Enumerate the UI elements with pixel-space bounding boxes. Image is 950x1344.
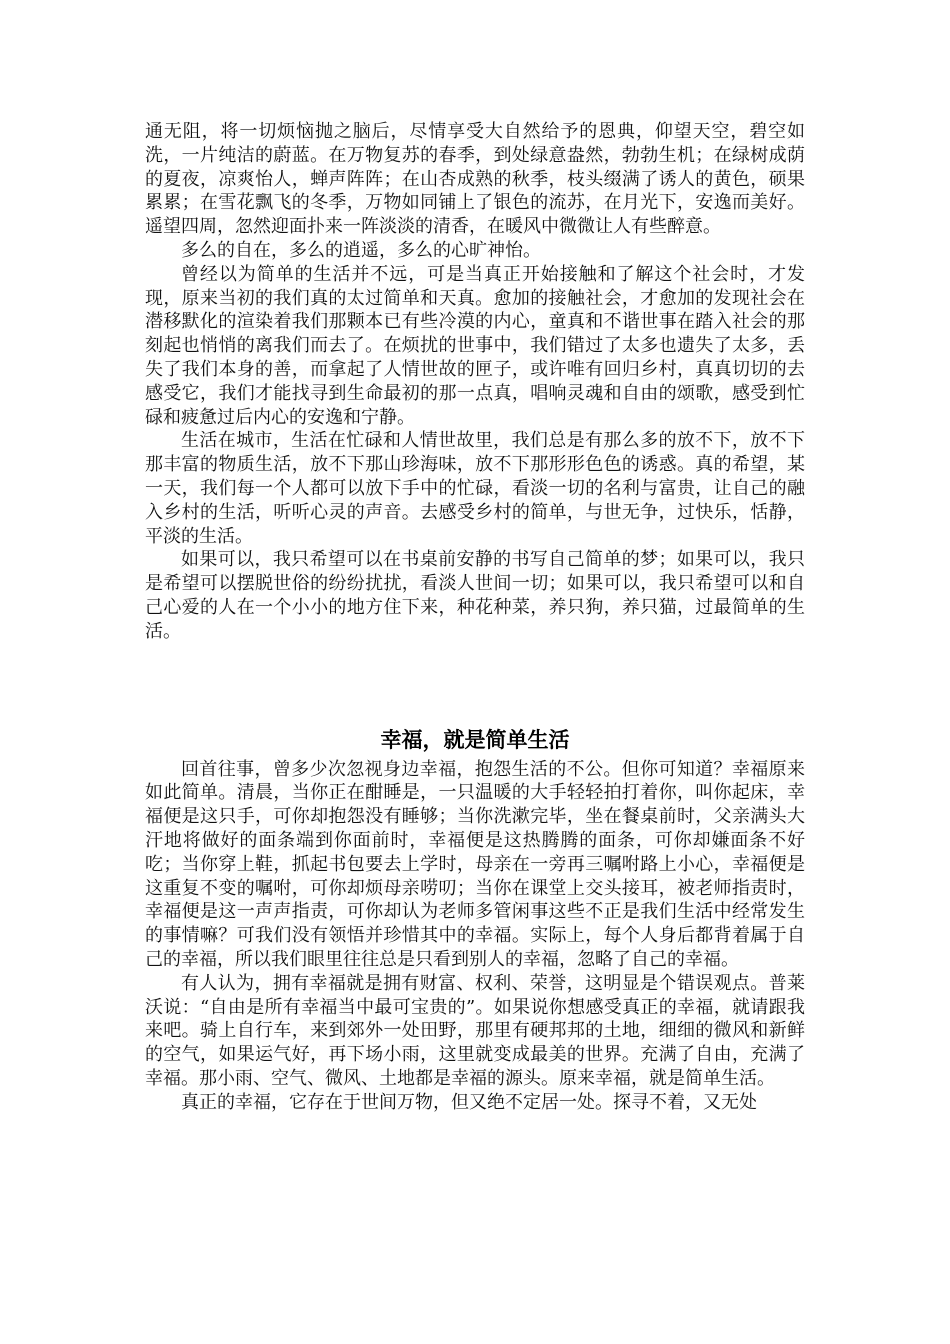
paragraph: 有人认为，拥有幸福就是拥有财富、权利、荣誉，这明显是个错误观点。普莱沃说：“自由是所有幸福当中最可宝贵的”。如果说你想感受真正的幸福，就请跟我来吧。骑上自行车，来到郊外一处田野，那里有硬邦邦的土地，细细的微风和新鲜的空气，如果运气好，再下场小雨，这里就变成最美的世界。充满了自由，充满了幸福。那小雨、空气、微风、土地都是幸福的源头。原来幸福，就是简单生活。 xyxy=(145,972,805,1089)
section-continued-essay xyxy=(145,120,805,644)
section-spacer xyxy=(145,644,805,724)
paragraph: 曾经以为简单的生活并不远，可是当真正开始接触和了解这个社会时，才发现，原来当初的我们真的太过简单和天真。愈加的接触社会，才愈加的发现社会在潜移默化的渲染着我们那颗本已有些冷漠的内心，童真和不谐世事在踏入社会的那刻起也悄悄的离我们而去了。在烦扰的世事中，我们错过了太多也遗失了太多，丢失了我们本身的善，而拿起了人情世故的匣子，或许唯有回归乡村，真真切切的去感受它，我们才能找寻到生命最初的那一点真，唱响灵魂和自由的颂歌，感受到忙碌和疲惫过后内心的安逸和宁静。 xyxy=(145,263,805,428)
paragraph: 生活在城市，生活在忙碌和人情世故里，我们总是有那么多的放不下，放不下那丰富的物质生活，放不下那山珍海味，放不下那形形色色的诱惑。真的希望，某一天，我们每一个人都可以放下手中的忙碌，看淡一切的名利与富贵，让自己的融入乡村的生活，听听心灵的声音。去感受乡村的简单，与世无争，过快乐，恬静，平淡的生活。 xyxy=(145,430,805,547)
paragraph: 回首往事，曾多少次忽视身边幸福，抱怨生活的不公。但你可知道？幸福原来如此简单。清晨，当你正在酣睡是，一只温暖的大手轻轻拍打着你，叫你起床，幸福便是这只手，可你却抱怨没有睡够；当你洗漱完毕，坐在餐桌前时，父亲满头大汗地将做好的面条端到你面前时，幸福便是这热腾腾的面条，可你却嫌面条不好吃；当你穿上鞋，抓起书包要去上学时，母亲在一旁再三嘱咐路上小心，幸福便是这重复不变的嘱咐，可你却烦母亲唠叨；当你在课堂上交头接耳，被老师指责时，幸福便是这一声声指责，可你却认为老师多管闲事这些不正是我们生活中经常发生的事情嘛？可我们没有领悟并珍惜其中的幸福。实际上，每个人身后都背着属于自己的幸福，所以我们眼里往往总是只看到别人的幸福，忽略了自己的幸福。 xyxy=(145,758,805,970)
paragraph-continued: 通无阻，将一切烦恼抛之脑后，尽情享受大自然给予的恩典，仰望天空，碧空如洗，一片纯洁的蔚蓝。在万物复苏的春季，到处绿意盎然，勃勃生机；在绿树成荫的夏夜，凉爽怡人，蝉声阵阵；在山杏成熟的秋季，枝头缀满了诱人的黄色，硕果累累；在雪花飘飞的冬季，万物如同铺上了银色的流苏，在月光下，安逸而美好。遥望四周，忽然迎面扑来一阵淡淡的清香，在暖风中微微让人有些醉意。 xyxy=(145,121,805,238)
paragraph: 真正的幸福，它存在于世间万物，但又绝不定居一处。探寻不着，又无处 xyxy=(181,1091,757,1113)
section-happiness-essay xyxy=(145,724,805,1115)
essay-title: 幸福，就是简单生活 xyxy=(380,727,570,752)
paragraph: 多么的自在，多么的逍遥，多么的心旷神怡。 xyxy=(181,239,541,261)
document-page xyxy=(145,120,805,1114)
paragraph: 如果可以，我只希望可以在书桌前安静的书写自己简单的梦；如果可以，我只是希望可以摆脱世俗的纷纷扰扰，看淡人世间一切；如果可以，我只希望可以和自己心爱的人在一个小小的地方住下来，种花种菜，养只狗，养只猫，过最简单的生活。 xyxy=(145,549,805,642)
